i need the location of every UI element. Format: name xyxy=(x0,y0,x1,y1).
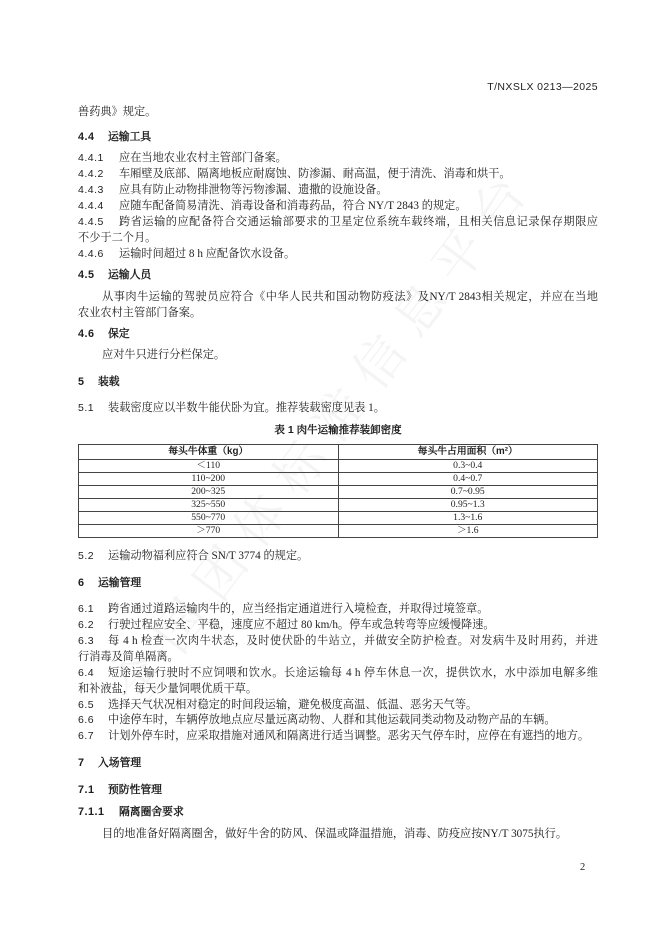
clause-text: 车厢壁及底部、隔离地板应耐腐蚀、防渗漏、耐高温，便于清洗、消毒和烘干。 xyxy=(119,168,511,180)
chapter-number: 5 xyxy=(78,376,85,388)
chapter-title: 装载 xyxy=(98,376,120,388)
line-text: 不少于二个月。 xyxy=(78,232,157,244)
area-cell: 0.3~0.4 xyxy=(338,460,598,473)
clause-5-2 xyxy=(0,548,662,564)
clause-number: 6.7 xyxy=(78,730,95,742)
section-heading-4-4 xyxy=(0,129,662,145)
chapter-number: 7 xyxy=(78,757,85,769)
clause-text: 短途运输行驶时不应饲喂和饮水。长途运输每 4 h 停车休息一次，提供饮水，水中添加电解多维 xyxy=(108,667,598,679)
clause-6-6 xyxy=(0,712,662,728)
clause-number: 4.4.2 xyxy=(78,168,104,180)
table-caption: 表 1 肉牛运输推荐装卸密度 xyxy=(274,424,402,436)
line-text: 行消毒及简单隔离。 xyxy=(78,651,179,663)
page-number: 2 xyxy=(580,862,586,873)
table-row xyxy=(79,525,598,538)
column-header-weight: 每头牛体重（kg） xyxy=(79,445,339,460)
clause-number: 4.4.6 xyxy=(78,248,104,260)
weight-cell: ＞770 xyxy=(79,525,339,538)
clause-number: 5.1 xyxy=(78,402,95,414)
continuation-line xyxy=(0,649,662,665)
weight-cell: 110~200 xyxy=(79,473,339,486)
section-number: 4.5 xyxy=(78,269,95,281)
clause-4-4-1 xyxy=(0,150,662,166)
area-cell: 0.95~1.3 xyxy=(338,499,598,512)
clause-number: 4.4.5 xyxy=(78,216,104,228)
clause-number: 6.2 xyxy=(78,619,95,631)
clause-text: 运输时间超过 8 h 应配备饮水设备。 xyxy=(119,248,296,260)
clause-text: 跨省运输的应配备符合交通运输部要求的卫星定位系统车载终端，且相关信息记录保存期限应 xyxy=(119,216,598,228)
line-text: 目的地准备好隔离圈舍，做好牛舍的防风、保温或降温措施，消毒、防疫应按NY/T 3075执行。 xyxy=(102,828,568,840)
subsection-number: 7.1.1 xyxy=(78,806,105,818)
line-text: 从事肉牛运输的驾驶员应符合《中华人民共和国动物防疫法》及NY/T 2843相关规定，并应在当地 xyxy=(102,291,598,303)
section-title: 保定 xyxy=(108,328,130,340)
clause-number: 6.5 xyxy=(78,699,95,711)
table-row xyxy=(79,473,598,486)
clause-text: 中途停车时，车辆停放地点应尽量远离动物、人群和其他运载同类动物及动物产品的车辆。 xyxy=(108,714,556,726)
clause-text: 计划外停车时，应采取措施对通风和隔离进行适当调整。恶劣天气停车时，应停在有遮挡的地方。 xyxy=(108,730,590,742)
clause-number: 6.6 xyxy=(78,714,95,726)
clause-text: 运输动物福利应符合 SN/T 3774 的规定。 xyxy=(108,550,309,562)
paragraph-line xyxy=(0,289,662,305)
area-cell: ＞1.6 xyxy=(338,525,598,538)
column-header-area: 每头牛占用面积（m²） xyxy=(338,445,598,460)
section-heading-7-1 xyxy=(0,782,662,798)
clause-6-1 xyxy=(0,601,662,617)
clause-text: 行驶过程应安全、平稳，速度应不超过 80 km/h。停车或急转弯等应缓慢降速。 xyxy=(108,619,495,631)
line-text: 和补液盐，每天少量饲喂优质干草。 xyxy=(78,683,258,695)
section-title: 运输工具 xyxy=(108,131,152,143)
section-number: 7.1 xyxy=(78,784,95,796)
clause-text: 跨省通过道路运输肉牛的，应当经指定通道进行入境检查，并取得过境签章。 xyxy=(108,603,489,615)
line-text: 兽药典》规定。 xyxy=(78,106,157,118)
chapter-title: 运输管理 xyxy=(98,577,142,589)
clause-text: 每 4 h 检查一次肉牛状态，及时使伏卧的牛站立，并做安全防护检查。对发病牛及时用药，并进 xyxy=(108,635,598,647)
clause-4-4-2 xyxy=(0,166,662,182)
clause-6-7 xyxy=(0,728,662,744)
clause-4-4-5 xyxy=(0,214,662,230)
chapter-heading-5 xyxy=(0,374,662,390)
chapter-number: 6 xyxy=(78,577,85,589)
loading-density-table xyxy=(78,444,598,538)
subsection-heading-7-1-1 xyxy=(0,804,662,820)
chapter-title: 入场管理 xyxy=(98,757,142,769)
section-heading-4-6 xyxy=(0,326,662,342)
clause-number: 6.3 xyxy=(78,635,95,647)
area-cell: 1.3~1.6 xyxy=(338,512,598,525)
clause-text: 应具有防止动物排泄物等污物渗漏、遗撒的设施设备。 xyxy=(119,184,388,196)
document-number: T/NXSLX 0213—2025 xyxy=(487,81,598,93)
continuation-line xyxy=(0,104,662,120)
paragraph-line xyxy=(0,347,662,363)
weight-cell: 325~550 xyxy=(79,499,339,512)
section-heading-4-5 xyxy=(0,267,662,283)
clause-number: 6.1 xyxy=(78,603,95,615)
weight-cell: ＜110 xyxy=(79,460,339,473)
clause-6-4 xyxy=(0,665,662,681)
section-number: 4.6 xyxy=(78,328,95,340)
clause-5-1 xyxy=(0,400,662,416)
clause-number: 5.2 xyxy=(78,550,95,562)
table-row xyxy=(79,460,598,473)
line-text: 农业农村主管部门备案。 xyxy=(78,307,202,319)
clause-number: 4.4.4 xyxy=(78,200,104,212)
area-cell: 0.4~0.7 xyxy=(338,473,598,486)
weight-cell: 550~770 xyxy=(79,512,339,525)
clause-text: 选择天气状况相对稳定的时间段运输，避免极度高温、低温、恶劣天气等。 xyxy=(108,699,478,711)
clause-6-5 xyxy=(0,697,662,713)
clause-text: 装载密度应以半数牛能伏卧为宜。推荐装载密度见表 1。 xyxy=(108,402,385,414)
clause-4-4-4 xyxy=(0,198,662,214)
table-row xyxy=(79,486,598,499)
continuation-line xyxy=(0,305,662,321)
continuation-line xyxy=(0,230,662,246)
subsection-title: 隔离圈舍要求 xyxy=(119,806,184,818)
clause-number: 6.4 xyxy=(78,667,95,679)
section-title: 运输人员 xyxy=(108,269,152,281)
clause-text: 应在当地农业农村主管部门备案。 xyxy=(119,152,287,164)
table-header-row xyxy=(79,445,598,460)
clause-number: 4.4.3 xyxy=(78,184,104,196)
clause-4-4-6 xyxy=(0,246,662,262)
paragraph-line xyxy=(0,826,662,842)
chapter-heading-6 xyxy=(0,575,662,591)
clause-text: 应随车配备简易清洗、消毒设备和消毒药品，符合 NY/T 2843 的规定。 xyxy=(119,200,467,212)
continuation-line xyxy=(0,681,662,697)
weight-cell: 200~325 xyxy=(79,486,339,499)
clause-4-4-3 xyxy=(0,182,662,198)
section-number: 4.4 xyxy=(78,131,95,143)
clause-number: 4.4.1 xyxy=(78,152,104,164)
line-text: 应对牛只进行分栏保定。 xyxy=(102,349,226,361)
table-row xyxy=(79,512,598,525)
clause-6-3 xyxy=(0,633,662,649)
area-cell: 0.7~0.95 xyxy=(338,486,598,499)
section-title: 预防性管理 xyxy=(108,784,162,796)
clause-6-2 xyxy=(0,617,662,633)
table-row xyxy=(79,499,598,512)
chapter-heading-7 xyxy=(0,755,662,771)
